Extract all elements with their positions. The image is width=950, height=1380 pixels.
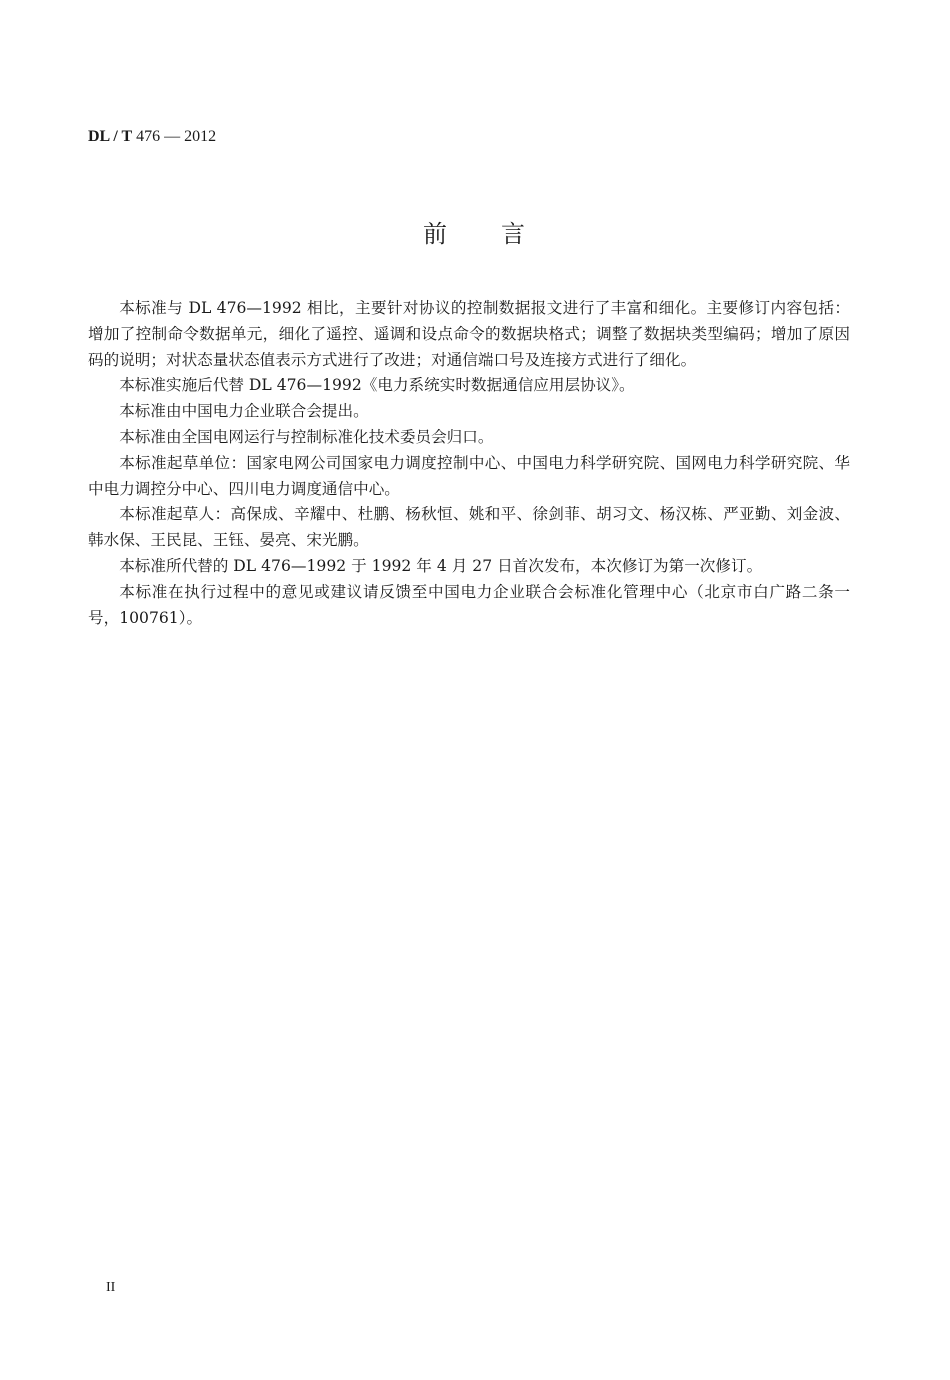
document-code-number: 476 — 2012	[132, 128, 217, 145]
paragraph-feedback: 本标准在执行过程中的意见或建议请反馈至中国电力企业联合会标准化管理中心（北京市白广路二条一号，100761）。	[88, 582, 850, 627]
foreword-body	[88, 296, 850, 631]
page-title: 前 言	[423, 220, 527, 248]
paragraph-revision-summary: 本标准与 DL 476—1992 相比，主要针对协议的控制数据报文进行了丰富和细化。主要修订内容包括：增加了控制命令数据单元，细化了遥控、遥调和设点命令的数据块格式；调整了数据块类型编码；增加了原因码的说明；对状态量状态值表示方式进行了改进；对通信端口号及连接方式进行了细化。	[88, 299, 850, 369]
paragraph-proposed-by: 本标准由中国电力企业联合会提出。	[119, 402, 369, 421]
document-code	[88, 128, 216, 146]
paragraph-administered-by: 本标准由全国电网运行与控制标准化技术委员会归口。	[119, 427, 494, 446]
page-number: II	[106, 1280, 116, 1295]
paragraph-drafting-units: 本标准起草单位：国家电网公司国家电力调度控制中心、中国电力科学研究院、国网电力科学研究院、华中电力调控分中心、四川电力调度通信中心。	[88, 453, 850, 498]
paragraph-release-history: 本标准所代替的 DL 476—1992 于 1992 年 4 月 27 日首次发布，本次修订为第一次修订。	[119, 556, 763, 575]
paragraph-drafters: 本标准起草人：高保成、辛耀中、杜鹏、杨秋恒、姚和平、徐剑菲、胡习文、杨汉栋、严亚勤、刘金波、韩水保、王民昆、王钰、晏亮、宋光鹏。	[88, 505, 850, 550]
document-code-prefix: DL / T	[88, 128, 133, 145]
paragraph-replaces: 本标准实施后代替 DL 476—1992《电力系统实时数据通信应用层协议》。	[119, 376, 635, 395]
